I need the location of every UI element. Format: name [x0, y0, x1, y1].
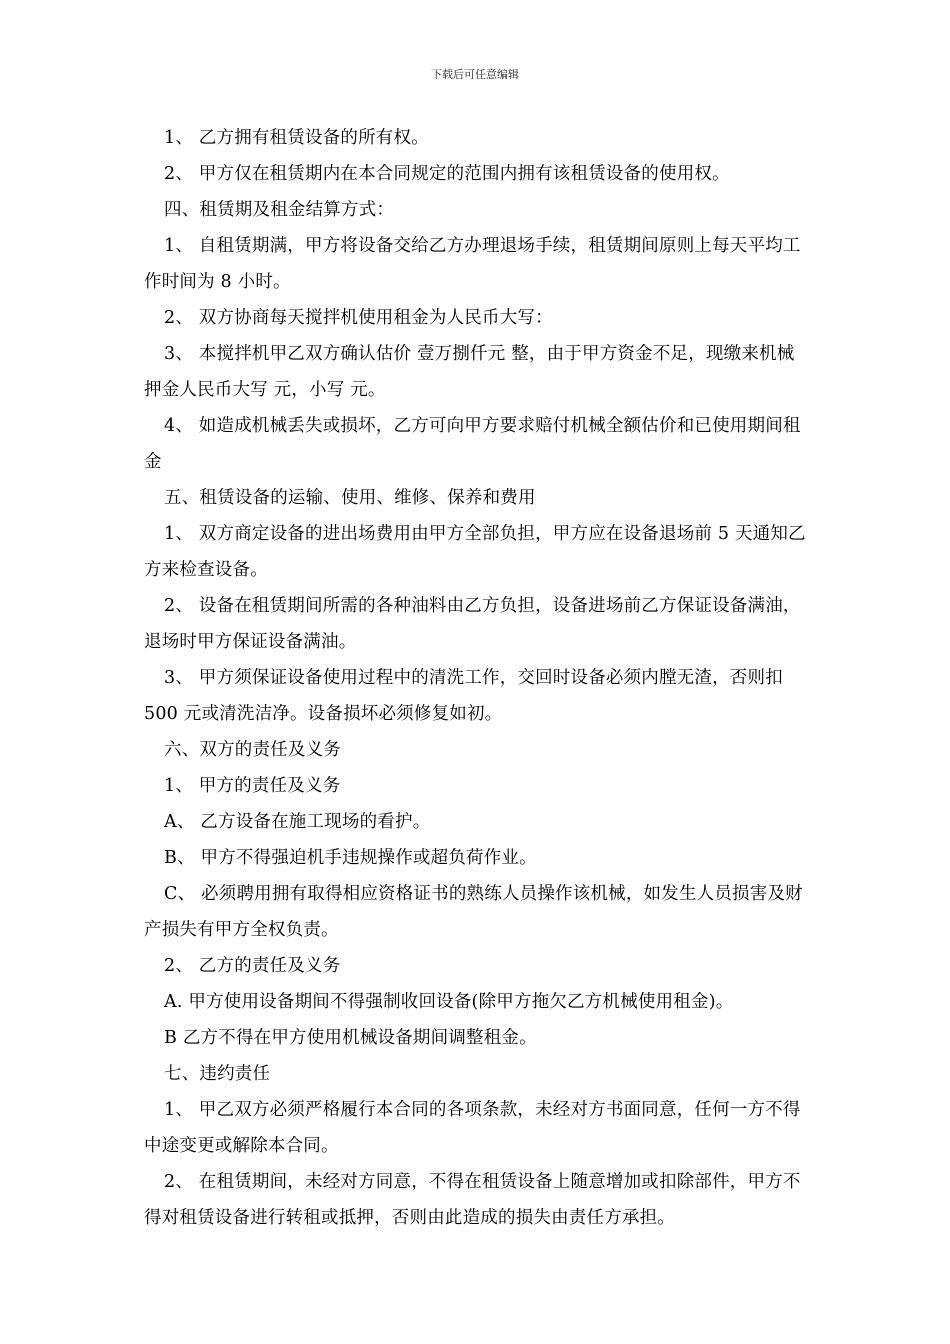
- clause-paragraph: 1、 双方商定设备的进出场费用由甲方全部负担，甲方应在设备退场前 5 天通知乙方来检查设备。: [144, 524, 806, 580]
- clause-paragraph: B 乙方不得在甲方使用机械设备期间调整租金。: [164, 1028, 537, 1048]
- section-heading: 七、违约责任: [164, 1064, 271, 1084]
- clause-paragraph: 1、 自租赁期满，甲方将设备交给乙方办理退场手续，租赁期间原则上每天平均工作时间为 8 小时。: [144, 236, 801, 292]
- clause-paragraph: 3、 本搅拌机甲乙双方确认估价 壹万捌仟元 整，由于甲方资金不足，现缴来机械押金人民币大写 元，小写 元。: [144, 344, 795, 400]
- clause-paragraph: 2、 在租赁期间，未经对方同意，不得在租赁设备上随意增加或扣除部件，甲方不得对租赁设备进行转租或抵押，否则由此造成的损失由责任方承担。: [144, 1172, 801, 1228]
- section-heading: 六、双方的责任及义务: [164, 740, 341, 760]
- section-heading: 四、租赁期及租金结算方式：: [164, 200, 395, 220]
- clause-paragraph: 1、 乙方拥有租赁设备的所有权。: [164, 128, 429, 148]
- clause-paragraph: 2、 双方协商每天搅拌机使用租金为人民币大写：: [164, 308, 553, 328]
- document-body: [144, 120, 809, 1236]
- clause-paragraph: 1、 甲乙双方必须严格履行本合同的各项条款，未经对方书面同意，任何一方不得中途变更或解除本合同。: [144, 1100, 801, 1156]
- clause-paragraph: A. 甲方使用设备期间不得强制收回设备(除甲方拖欠乙方机械使用租金)。: [164, 992, 734, 1012]
- clause-paragraph: 2、 乙方的责任及义务: [164, 956, 341, 976]
- clause-paragraph: C、 必须聘用拥有取得相应资格证书的熟练人员操作该机械，如发生人员损害及财产损失有甲方全权负责。: [144, 884, 803, 940]
- section-heading: 五、租赁设备的运输、使用、维修、保养和费用: [164, 488, 536, 508]
- clause-paragraph: 3、 甲方须保证设备使用过程中的清洗工作，交回时设备必须内膛无渣，否则扣 500 元或清洗洁净。设备损坏必须修复如初。: [144, 668, 789, 724]
- page-header: 下载后可任意编辑: [431, 68, 519, 81]
- clause-paragraph: 2、 设备在租赁期间所需的各种油料由乙方负担，设备进场前乙方保证设备满油，退场时甲方保证设备满油。: [144, 596, 801, 652]
- clause-paragraph: B、 甲方不得强迫机手违规操作或超负荷作业。: [164, 848, 537, 868]
- clause-paragraph: 1、 甲方的责任及义务: [164, 776, 341, 796]
- clause-paragraph: A、 乙方设备在施工现场的看护。: [164, 812, 431, 832]
- clause-paragraph: 2、 甲方仅在租赁期内在本合同规定的范围内拥有该租赁设备的使用权。: [164, 164, 730, 184]
- clause-paragraph: 4、 如造成机械丢失或损坏，乙方可向甲方要求赔付机械全额估价和已使用期间租金: [144, 416, 801, 472]
